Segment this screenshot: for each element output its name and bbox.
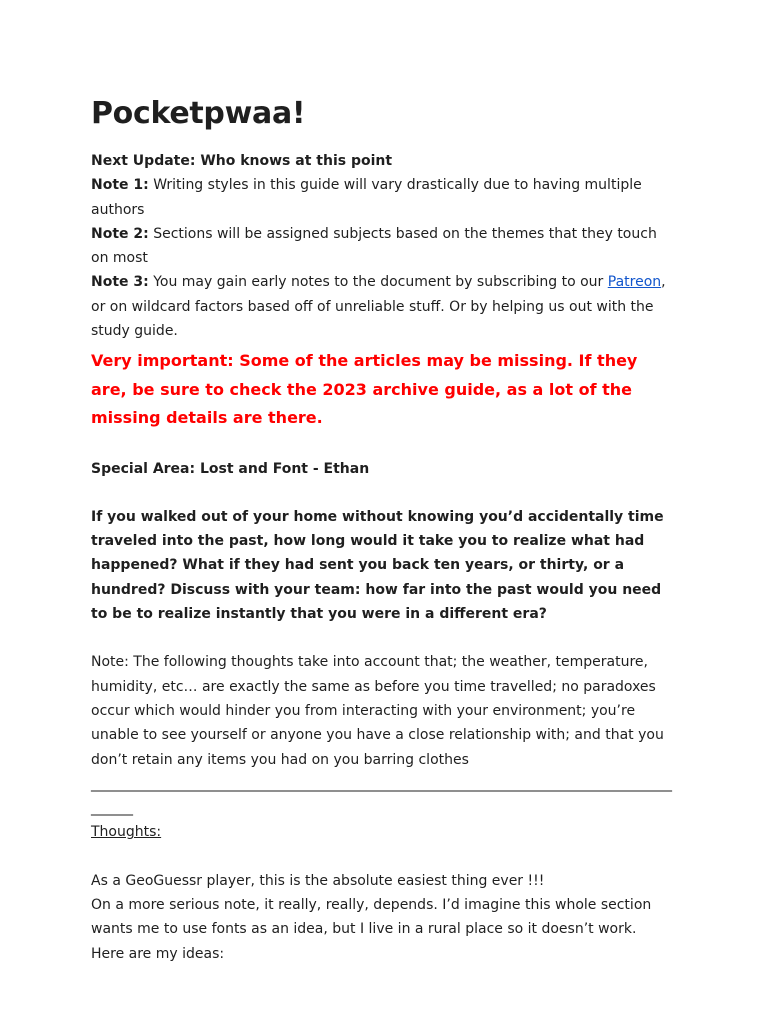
special-area-heading: Special Area: Lost and Font - Ethan xyxy=(91,460,370,477)
spacer xyxy=(91,845,677,869)
note-1-text: Writing styles in this guide will vary drastically due to having multiple authors xyxy=(91,177,642,218)
note-3-label: Note 3: xyxy=(91,274,149,291)
prompt-question: If you walked out of your home without knowing you’d accidentally time traveled into the past, how long would it take you to realize what had happened? What if they had sent you back ten years, or thirty, or a hundred? Discuss with your team: how far into the past would you need to be to realize instantly that you were in a different era? xyxy=(91,508,664,623)
divider-line: _________________________________________________________________________________________ xyxy=(91,775,672,817)
thoughts-heading: Thoughts: xyxy=(91,824,162,841)
assumptions-note: Note: The following thoughts take into account that; the weather, temperature, humidity, etc… are exactly the same as before you time travelled; no paradoxes occur which would hinder you from interacting with your environment; you’re unable to see yourself or anyone you have a close relationship with; and that you don’t retain any items you had on you barring clothes xyxy=(91,654,664,768)
note-2 xyxy=(91,222,677,271)
important-notice: Very important: Some of the articles may be missing. If they are, be sure to check the 2023 archive guide, as a lot of the missing details are there. xyxy=(91,351,638,428)
note-2-text: Sections will be assigned subjects based on the themes that they touch on most xyxy=(91,225,657,267)
note-1-label: Note 1: xyxy=(91,177,149,194)
note-3-text-before: You may gain early notes to the document by subscribing to our xyxy=(148,274,608,291)
thoughts-line-1: As a GeoGuessr player, this is the absolute easiest thing ever !!! xyxy=(91,872,545,889)
next-update-line: Next Update: Who knows at this point xyxy=(91,153,393,169)
document-title: Pocketpwaa! xyxy=(91,96,306,131)
patreon-link[interactable]: Patreon xyxy=(607,274,662,291)
thoughts-line-2: On a more serious note, it really, really, depends. I’d imagine this whole section wants me to use fonts as an idea, but I live in a rural place so it doesn’t work. xyxy=(91,897,652,938)
note-2-label: Note 2: xyxy=(91,225,149,242)
note-3-text-after: , or on wildcard factors based off of unreliable stuff. Or by helping us out with the study guide. xyxy=(91,274,666,340)
note-1 xyxy=(91,173,677,222)
note-3 xyxy=(91,270,677,343)
thoughts-line-3: Here are my ideas: xyxy=(91,945,225,962)
document-body xyxy=(91,92,677,966)
